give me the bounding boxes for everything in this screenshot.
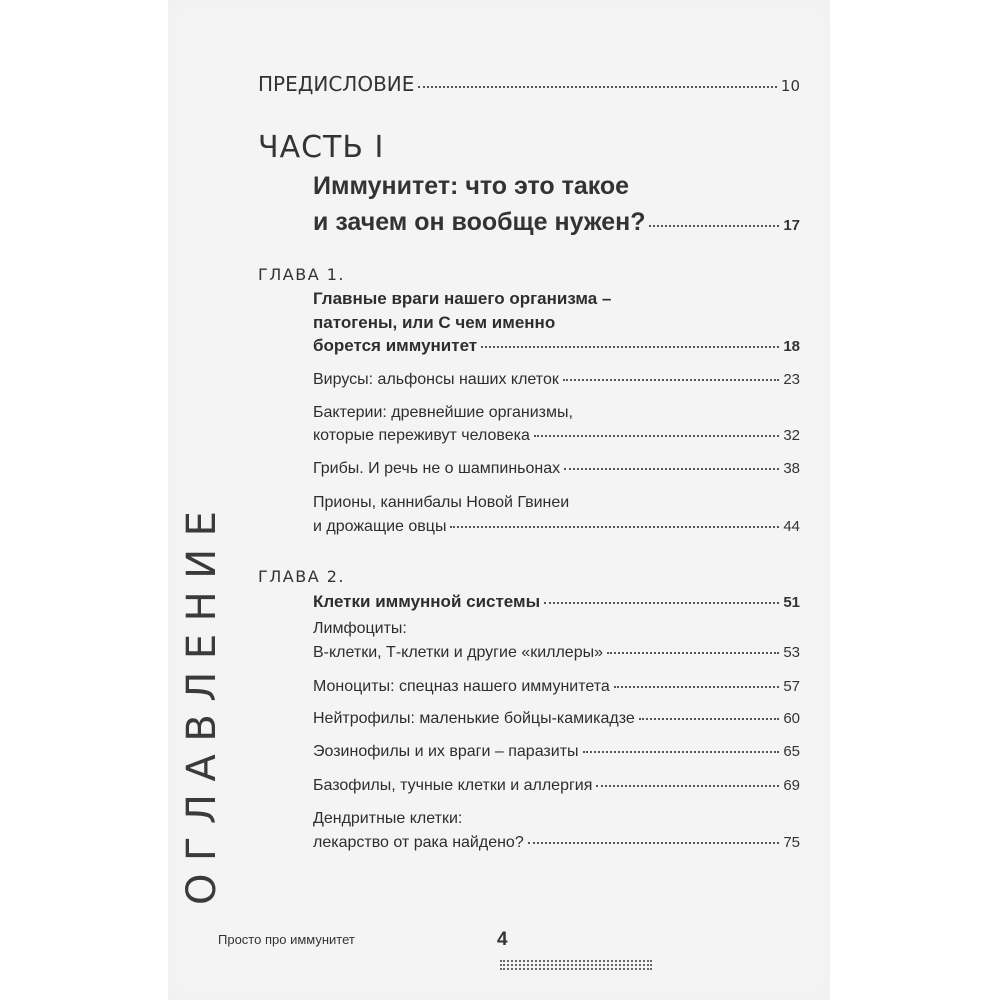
leader-dots bbox=[639, 718, 780, 720]
toc-entry-page: 53 bbox=[783, 644, 800, 661]
toc-entry-text: Вирусы: альфонсы наших клеток bbox=[313, 371, 559, 388]
chapter1-title-line1: Главные враги нашего организма – bbox=[313, 289, 612, 308]
chapter2-title: Клетки иммунной системы bbox=[313, 592, 541, 611]
part-title-line1: Иммунитет: что это такое bbox=[313, 172, 630, 200]
toc-entry-page: 75 bbox=[783, 834, 800, 851]
toc-entry-page: 57 bbox=[783, 678, 800, 695]
leader-dots bbox=[607, 652, 779, 654]
chapter1-label: ГЛАВА 1. bbox=[258, 265, 346, 284]
preface-page: 10 bbox=[780, 77, 800, 95]
footer-rule bbox=[500, 964, 652, 966]
toc-entry-text: лекарство от рака найдено? bbox=[313, 834, 524, 851]
toc-entry-page: 38 bbox=[783, 460, 800, 477]
toc-entry bbox=[313, 834, 800, 852]
toc-entry bbox=[313, 644, 800, 662]
toc-entry-text: и дрожащие овцы bbox=[313, 518, 447, 535]
chapter1-title-entry bbox=[313, 336, 800, 356]
toc-entry-text: Лимфоциты: bbox=[313, 620, 407, 637]
leader-dots bbox=[649, 225, 779, 227]
toc-entry bbox=[313, 777, 800, 795]
leader-dots bbox=[564, 468, 779, 470]
toc-entry-page: 23 bbox=[783, 371, 800, 388]
toc-entry bbox=[313, 710, 800, 728]
leader-dots bbox=[534, 435, 779, 437]
footer-rule bbox=[500, 960, 652, 962]
chapter1-title-line3: борется иммунитет bbox=[313, 336, 478, 355]
footer-book-title: Просто про иммунитет bbox=[218, 932, 355, 947]
leader-dots bbox=[614, 686, 780, 688]
preface-entry bbox=[258, 72, 800, 96]
leader-dots bbox=[563, 379, 779, 381]
leader-dots bbox=[450, 526, 779, 528]
toc-entry-page: 60 bbox=[783, 710, 800, 727]
chapter2-label: ГЛАВА 2. bbox=[258, 567, 346, 586]
leader-dots bbox=[481, 346, 779, 348]
toc-entry-text: Грибы. И речь не о шампиньонах bbox=[313, 460, 561, 477]
leader-dots bbox=[583, 751, 780, 753]
toc-entry-text: Моноциты: спецназ нашего иммунитета bbox=[313, 678, 610, 695]
toc-entry bbox=[313, 518, 800, 536]
toc-entry-page: 65 bbox=[783, 743, 800, 760]
chapter1-title-line2: патогены, или С чем именно bbox=[313, 313, 556, 332]
toc-entry-text: В-клетки, Т-клетки и другие «киллеры» bbox=[313, 644, 603, 661]
footer-page-number: 4 bbox=[497, 929, 508, 950]
toc-entry bbox=[313, 371, 800, 389]
toc-entry-text: Базофилы, тучные клетки и аллергия bbox=[313, 777, 593, 794]
footer-rule bbox=[500, 968, 652, 970]
toc-entry-text: Бактерии: древнейшие организмы, bbox=[313, 404, 573, 421]
toc-entry-text: которые переживут человека bbox=[313, 427, 530, 444]
toc-entry-text: Нейтрофилы: маленькие бойцы-камикадзе bbox=[313, 710, 635, 727]
side-title: ОГЛАВЛЕНИЕ bbox=[179, 498, 225, 905]
chapter2-title-entry bbox=[313, 592, 800, 612]
chapter1-page: 18 bbox=[783, 338, 800, 355]
preface-title: ПРЕДИСЛОВИЕ bbox=[258, 72, 415, 96]
toc-entry-page: 32 bbox=[783, 427, 800, 444]
toc-entry-page: 44 bbox=[783, 518, 800, 535]
toc-entry bbox=[313, 427, 800, 445]
leader-dots bbox=[418, 86, 777, 88]
toc-entry-text: Эозинофилы и их враги – паразиты bbox=[313, 743, 579, 760]
part-label: ЧАСТЬ I bbox=[258, 130, 385, 165]
chapter2-page: 51 bbox=[783, 594, 800, 611]
leader-dots bbox=[528, 842, 780, 844]
toc-entry-text: Дендритные клетки: bbox=[313, 810, 463, 827]
toc-entry-text: Прионы, каннибалы Новой Гвинеи bbox=[313, 494, 570, 511]
part-page: 17 bbox=[783, 217, 800, 234]
leader-dots bbox=[544, 602, 779, 604]
part-title-entry bbox=[313, 208, 800, 237]
toc-entry bbox=[313, 460, 800, 478]
part-title-line2: и зачем он вообще нужен? bbox=[313, 208, 646, 236]
leader-dots bbox=[596, 785, 779, 787]
toc-entry bbox=[313, 678, 800, 696]
toc-entry bbox=[313, 743, 800, 761]
toc-entry-page: 69 bbox=[783, 777, 800, 794]
